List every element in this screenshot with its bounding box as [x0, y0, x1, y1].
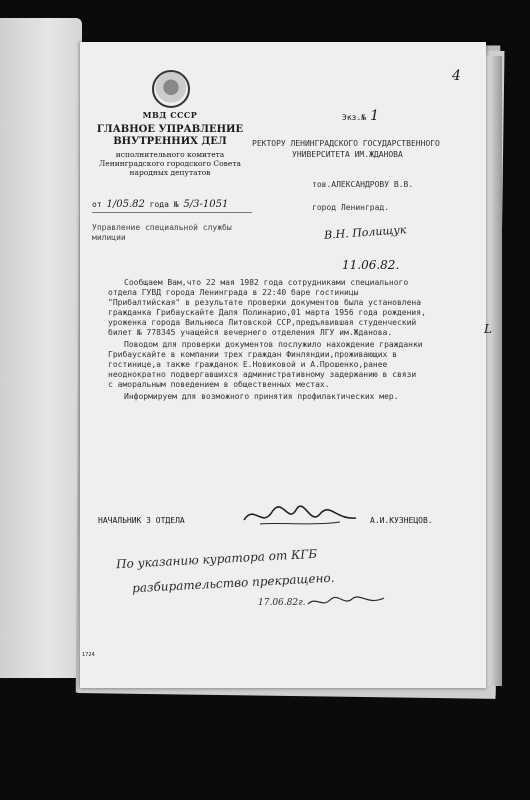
- handwritten-note-line: По указанию куратора от КГБ: [115, 546, 318, 572]
- signature-scribble: [240, 500, 360, 530]
- resolution-date: 11.06.82.: [342, 258, 400, 272]
- reference-year-word: года: [149, 200, 169, 209]
- reference-date: 1/05.82: [106, 199, 145, 210]
- copy-number: [342, 108, 379, 124]
- body-line: "Прибалтийская" в результате проверки документов была установлена: [108, 298, 422, 307]
- reference-prefix: от: [92, 200, 102, 209]
- addressee-city: город Ленинград.: [312, 203, 390, 212]
- addressee-name: тов.АЛЕКСАНДРОВУ В.В.: [312, 180, 414, 189]
- signatory-name: А.И.КУЗНЕЦОВ.: [370, 516, 433, 525]
- addressee-line: УНИВЕРСИТЕТА ИМ.ЖДАНОВА: [292, 150, 403, 159]
- document-page: [80, 42, 492, 688]
- resolution-signature: В.Н. Полищук: [323, 223, 407, 242]
- reference-number: 5/3-1051: [183, 199, 229, 210]
- body-line: Сообщаем Вам,что 22 мая 1982 года сотрудниками специального: [124, 278, 409, 287]
- body-line: Информируем для возможного принятия профилактических мер.: [124, 392, 399, 401]
- department-line: Управление специальной службы: [92, 223, 232, 232]
- letterhead-mvd: МВД СССР: [142, 110, 198, 120]
- letterhead-title: ВНУТРЕННИХ ДЕЛ: [113, 136, 227, 147]
- body-line: уроженка города Вильнюса Литовской ССР,предъявившая студенческий: [108, 318, 417, 327]
- handwritten-note-line: разбирательство прекращено.: [131, 570, 335, 596]
- body-line: с аморальным поведением в общественных местах.: [108, 380, 330, 389]
- folder-edge: [0, 18, 82, 678]
- divider: [92, 212, 252, 213]
- addressee-line: РЕКТОРУ ЛЕНИНГРАДСКОГО ГОСУДАРСТВЕННОГО: [252, 139, 440, 148]
- body-line: отдела ГУВД города Ленинграда в 22:40 баре гостиницы: [108, 288, 359, 297]
- body-line: гостинице,а также гражданок Е.Новиковой и А.Прошенко,ранее: [108, 360, 388, 369]
- letterhead-committee: Ленинградского городского Совета: [99, 159, 241, 168]
- body-line: Поводом для проверки документов послужило нахождение гражданки: [124, 340, 423, 349]
- corner-mark: 4: [452, 68, 461, 84]
- department-line: милиции: [92, 233, 126, 242]
- copy-number-label: Экз.№: [342, 113, 367, 122]
- edge-label: 1724: [82, 652, 95, 658]
- handwritten-note-signature: [306, 590, 386, 610]
- body-line: билет № 778345 учащейся вечернего отделения ЛГУ им.Жданова.: [108, 328, 393, 337]
- letterhead-committee: народных депутатов: [129, 168, 211, 177]
- margin-mark: L: [484, 322, 492, 336]
- letterhead-committee: исполнительного комитета: [115, 150, 225, 159]
- body-line: неоднократно подвергавшихся административному задержанию в связи: [108, 370, 417, 379]
- body-line: Грибаускайте в компании трех граждан Финляндии,проживающих в: [108, 350, 397, 359]
- letterhead-title: ГЛАВНОЕ УПРАВЛЕНИЕ: [96, 124, 244, 135]
- signatory-role: НАЧАЛЬНИК 3 ОТДЕЛА: [98, 516, 185, 525]
- ussr-emblem-icon: [152, 70, 190, 108]
- copy-number-value: 1: [370, 108, 380, 124]
- handwritten-note-date: 17.06.82г.: [258, 598, 306, 608]
- reference-number-label: №: [173, 200, 179, 209]
- body-line: гражданка Грибаускайте Даля Полинарио,01 марта 1956 года рождения,: [108, 308, 426, 317]
- reference-line: [92, 199, 228, 210]
